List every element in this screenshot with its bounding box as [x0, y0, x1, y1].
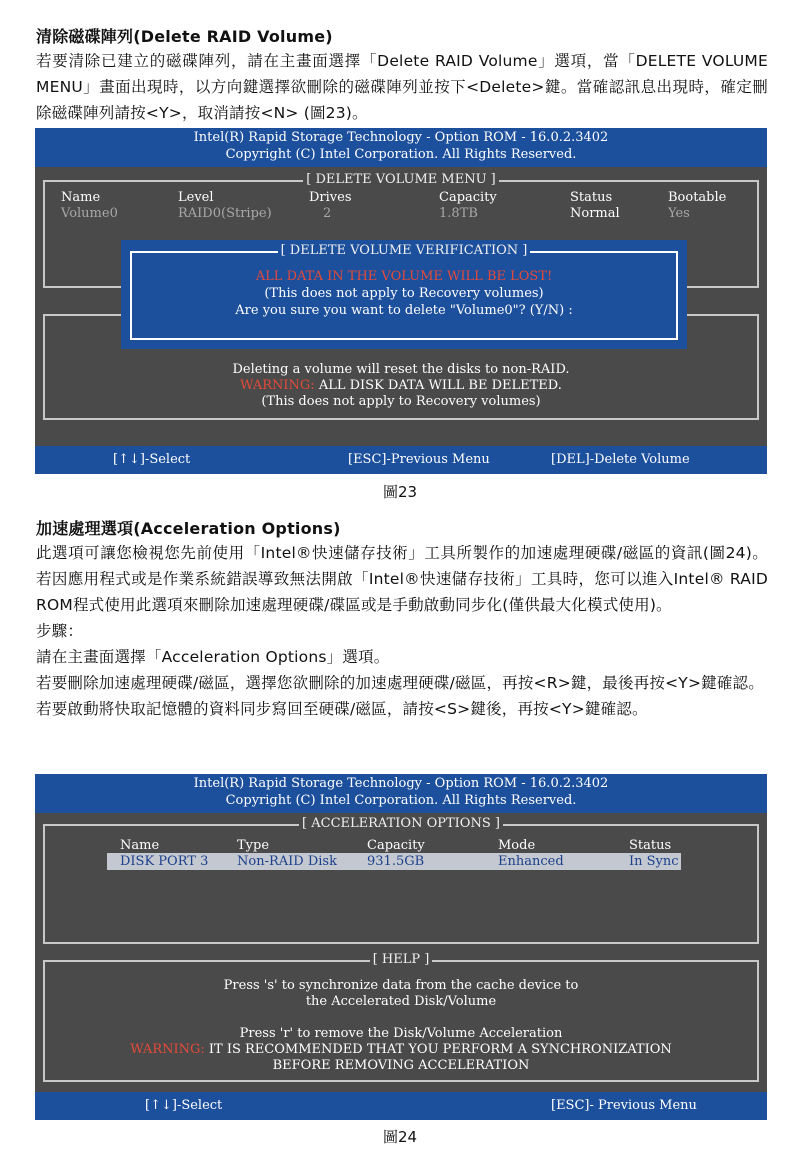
disk-row-type: Non-RAID Disk — [237, 854, 337, 869]
disk-row-capacity: 931.5GB — [367, 854, 425, 869]
delete-verification-dialog — [121, 240, 687, 349]
column-header-bootable: Bootable — [668, 190, 727, 205]
screen-header — [35, 774, 767, 813]
figure-caption-24: 圖24 — [382, 1128, 418, 1146]
help-line-1: Press 's' to synchronize data from the cache device to — [223, 978, 579, 993]
paragraph-text: 此選項可讓您檢視您先前使用「Intel®快速儲存技術」工具所製作的加速處理硬碟/磁區的資訊(圖24)。若因應用程式或是作業系統錯誤導致無法開啟「Intel®快速儲存技術」工具時，您可以進入Intel® RAID ROM程式使用此選項來刪除加速處理硬碟/碟區或是手動啟動同步化(僅供最大化模式使用)。 — [36, 544, 768, 614]
help-line-5: BEFORE REMOVING ACCELERATION — [272, 1058, 530, 1073]
footer-select-hint: [↑↓]-Select — [113, 452, 191, 467]
info-warning-line — [45, 378, 757, 393]
figure-caption-23: 圖23 — [382, 483, 418, 501]
warning-label: WARNING: — [240, 378, 315, 393]
dialog-title: [ DELETE VOLUME VERIFICATION ] — [132, 243, 676, 259]
column-header-capacity: Capacity — [367, 838, 425, 853]
screen-footer — [35, 1092, 767, 1120]
dialog-frame — [130, 243, 678, 340]
paragraph-text: 若要清除已建立的磁碟陣列，請在主畫面選擇「Delete RAID Volume」選項，當「DELETE VOLUME MENU」畫面出現時，以方向鍵選擇欲刪除的磁碟陣列並按下<Delete>鍵。當確認訊息出現時，確定刪除磁碟陣列請按<Y>，取消請按<N> (圖23)。 — [36, 52, 768, 122]
column-header-mode: Mode — [498, 838, 536, 853]
dialog-note: (This does not apply to Recovery volumes) — [264, 286, 544, 301]
volume-row-drives: 2 — [323, 206, 332, 221]
dialog-confirm-prompt[interactable]: Are you sure you want to delete "Volume0"? (Y/N) : — [235, 303, 573, 318]
column-header-level: Level — [178, 190, 214, 205]
volume-row-bootable: Yes — [668, 206, 690, 221]
menu-title: [ ACCELERATION OPTIONS ] — [45, 816, 757, 832]
info-line-3: (This does not apply to Recovery volumes) — [261, 394, 541, 409]
warning-label: WARNING: — [130, 1042, 205, 1057]
header-copyright: Copyright (C) Intel Corporation. All Rights Reserved. — [225, 793, 577, 808]
column-header-capacity: Capacity — [439, 190, 497, 205]
footer-esc-hint: [ESC]- Previous Menu — [551, 1098, 697, 1113]
screen-header — [35, 128, 767, 167]
footer-esc-hint: [ESC]-Previous Menu — [348, 452, 490, 467]
disk-row-name[interactable]: DISK PORT 3 — [120, 854, 209, 869]
menu-title: [ DELETE VOLUME MENU ] — [45, 172, 757, 188]
column-header-drives: Drives — [309, 190, 352, 205]
acceleration-options-panel — [43, 816, 759, 944]
screen-footer — [35, 446, 767, 474]
help-panel — [43, 952, 759, 1082]
column-header-status: Status — [570, 190, 613, 205]
delete-volume-screen — [35, 128, 767, 474]
section-paragraph-acceleration — [36, 540, 768, 722]
paragraph-steps-label: 步驟： — [36, 622, 84, 640]
paragraph-step-3: 若要啟動將快取記憶體的資料同步寫回至硬碟/磁區，請按<S>鍵後，再按<Y>鍵確認。 — [36, 700, 648, 718]
help-title: [ HELP ] — [45, 952, 757, 968]
header-title: Intel(R) Rapid Storage Technology - Option ROM - 16.0.2.3402 — [193, 776, 609, 791]
section-paragraph-delete-raid — [36, 48, 768, 126]
footer-select-hint: [↑↓]-Select — [145, 1098, 223, 1113]
info-line-1: Deleting a volume will reset the disks to non-RAID. — [232, 362, 570, 377]
section-heading-delete-raid: 清除磁碟陣列(Delete RAID Volume) — [36, 27, 333, 46]
header-title: Intel(R) Rapid Storage Technology - Option ROM - 16.0.2.3402 — [193, 130, 609, 145]
acceleration-options-screen — [35, 774, 767, 1120]
paragraph-step-1: 請在主畫面選擇「Acceleration Options」選項。 — [36, 648, 390, 666]
section-heading-acceleration: 加速處理選項(Acceleration Options) — [36, 519, 341, 538]
volume-row-capacity: 1.8TB — [439, 206, 478, 221]
disk-row-status: In Sync — [629, 854, 679, 869]
header-copyright: Copyright (C) Intel Corporation. All Rights Reserved. — [225, 147, 577, 162]
column-header-name: Name — [61, 190, 101, 205]
disk-row-mode: Enhanced — [498, 854, 564, 869]
warning-text: ALL DISK DATA WILL BE DELETED. — [314, 378, 562, 393]
warning-text: IT IS RECOMMENDED THAT YOU PERFORM A SYNCHRONIZATION — [204, 1042, 672, 1057]
paragraph-step-2: 若要刪除加速處理硬碟/磁區，選擇您欲刪除的加速處理硬碟/磁區，再按<R>鍵，最後再按<Y>鍵確認。 — [36, 674, 764, 692]
volume-row-level: RAID0(Stripe) — [178, 206, 272, 221]
column-header-name: Name — [120, 838, 160, 853]
volume-row-name[interactable]: Volume0 — [61, 206, 118, 221]
volume-row-status: Normal — [570, 206, 620, 221]
dialog-warning: ALL DATA IN THE VOLUME WILL BE LOST! — [255, 269, 553, 284]
footer-del-hint: [DEL]-Delete Volume — [551, 452, 690, 467]
help-warning-line — [45, 1042, 757, 1057]
help-line-3: Press 'r' to remove the Disk/Volume Acceleration — [239, 1026, 563, 1041]
help-line-2: the Accelerated Disk/Volume — [305, 994, 497, 1009]
column-header-status: Status — [629, 838, 672, 853]
column-header-type: Type — [237, 838, 270, 853]
